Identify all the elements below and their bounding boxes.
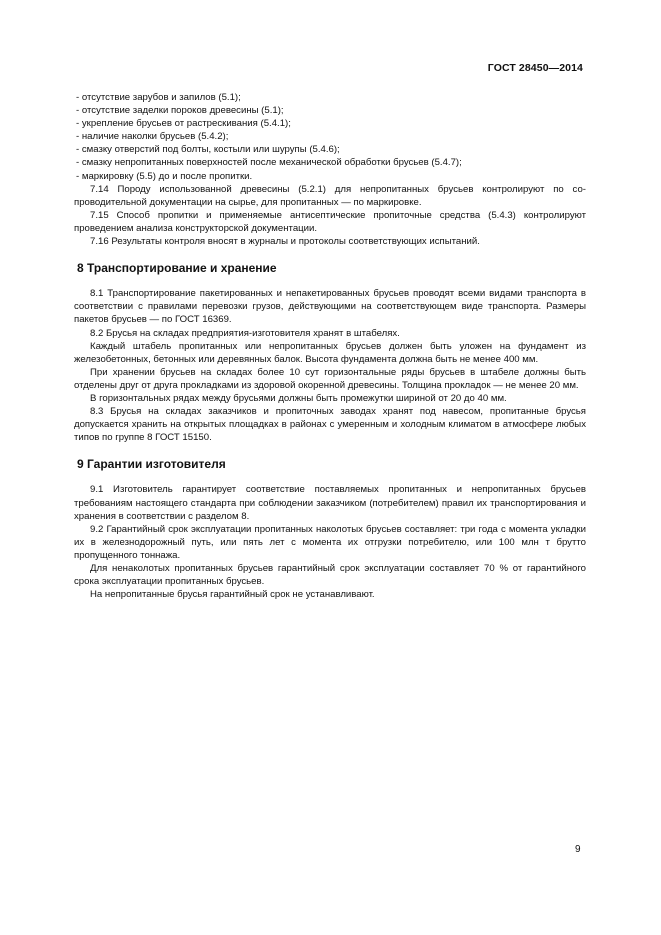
list-item: - отсутствие зарубов и запилов (5.1); <box>76 92 241 103</box>
standard-designation: ГОСТ 28450—2014 <box>487 62 583 74</box>
list-item: - отсутствие заделки пороков древесины (5.1); <box>76 105 284 117</box>
paragraph-9-2-untreated: На непропитанные брусья гарантийный срок не устанавливают. <box>90 589 375 601</box>
page-content <box>74 91 586 601</box>
section-8-heading: 8 Транспортирование и хранение <box>77 261 277 276</box>
paragraph-8-3: 8.3 Брусья на складах заказчиков и пропиточных заводах хранят под навесом, пропитанные брусья допускается хранить на открытых площадках в районах с умеренным и холодным климатом в атмосфере любых типов по группе 8 ГОСТ 15150. <box>74 406 586 444</box>
section-9-heading: 9 Гарантии изготовителя <box>77 457 226 472</box>
paragraph-7-14: 7.14 Породу использованной древесины (5.2.1) для непропитанных брусьев контролируют по сопроводительной документации на сырье, для пропитанных — по маркировке. <box>74 183 586 208</box>
paragraph-9-1: 9.1 Изготовитель гарантирует соответствие поставляемых пропитанных и непропитанных брусьев требованиям настоящего стандарта при соблюдении заказчиком (потребителем) правил их транспортирования и хранения в соответствии с разделом 8. <box>74 484 586 522</box>
paragraph-8-1: 8.1 Транспортирование пакетированных и непакетированных брусьев проводят всеми видами транспорта в соответствии с правилами перевозки грузов, действующими на соответствующем виде транспорта. Размеры пакетов брусьев — по ГОСТ 16369. <box>74 288 586 326</box>
paragraph-8-2-gaps: В горизонтальных рядах между брусьями должны быть промежутки шириной от 20 до 40 мм. <box>90 392 507 404</box>
list-item: - укрепление брусьев от растрескивания (5.4.1); <box>76 118 291 130</box>
list-item: - маркировку (5.5) до и после пропитки. <box>76 170 253 182</box>
list-item: - смазку непропитанных поверхностей после механической обработки брусьев (5.4.7); <box>76 157 462 169</box>
paragraph-8-2: 8.2 Брусья на складах предприятия-изготовителя хранят в штабелях. <box>90 327 400 339</box>
paragraph-7-16: 7.16 Результаты контроля вносят в журналы и протоколы соответствующих испытаний. <box>90 236 480 248</box>
paragraph-9-2: 9.2 Гарантийный срок эксплуатации пропитанных наколотых брусьев составляет: три года с момента укладки их в железнодорожный путь, или пять лет с момента их отгрузки потребителю, или 100 млн т брутто пропущенного тоннажа. <box>74 523 586 561</box>
list-item: - наличие наколки брусьев (5.4.2); <box>76 131 229 143</box>
list-item: - смазку отверстий под болты, костыли или шурупы (5.4.6); <box>76 144 340 156</box>
paragraph-7-15: 7.15 Способ пропитки и применяемые антисептические пропиточные средства (5.4.3) контролируют проведением анализа конструкторской документации. <box>74 209 586 234</box>
paragraph-8-2-foundation: Каждый штабель пропитанных или непропитанных брусьев должен быть уложен на фундамент из железобетонных, бетонных или деревянных балок. Высота фундамента должна быть не менее 400 мм. <box>74 340 586 365</box>
paragraph-8-2-spacers: При хранении брусьев на складах более 10 сут горизонтальные ряды брусьев в штабеле должны быть отделены друг от друга прокладками из здоровой окоренной древесины. Толщина прокладок — не менее 20 мм. <box>74 366 586 391</box>
page-number: 9 <box>575 844 581 855</box>
paragraph-9-2-unpunctured: Для ненаколотых пропитанных брусьев гарантийный срок эксплуатации составляет 70 % от гарантийного срока эксплуатации пропитанных брусьев. <box>74 563 586 588</box>
